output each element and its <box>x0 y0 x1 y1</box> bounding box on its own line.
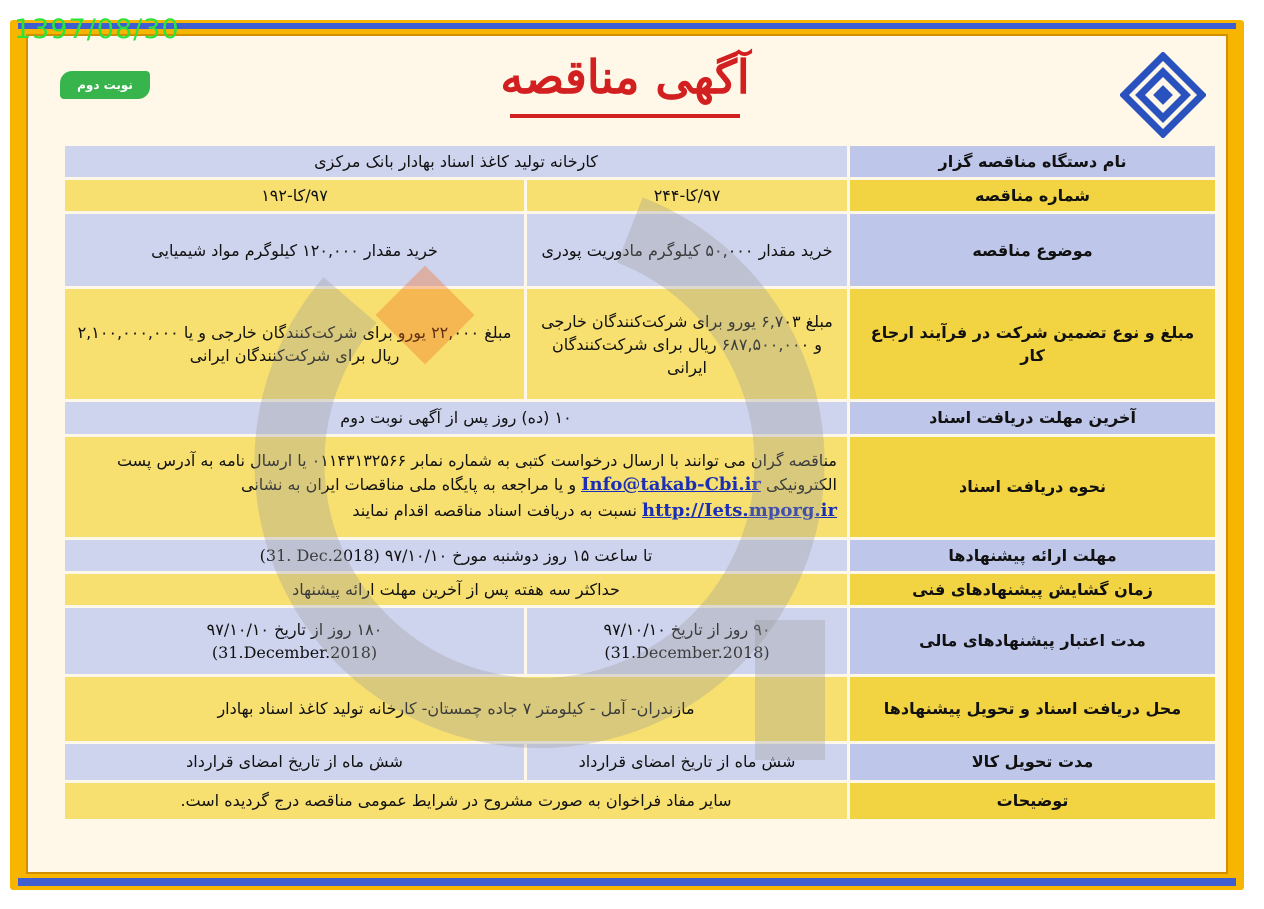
table-row <box>65 608 1215 674</box>
central-bank-logo-icon <box>1120 52 1206 138</box>
financial-validity-2 <box>65 608 524 674</box>
row-label: آخرین مهلت دریافت اسناد <box>850 402 1215 433</box>
email-link[interactable]: Info@takab-Cbi.ir <box>581 474 761 496</box>
table-row <box>65 540 1215 571</box>
document-delivery-location: مازندران- آمل - کیلومتر ۷ جاده چمستان- کارخانه تولید کاغذ اسناد بهادار <box>65 677 847 741</box>
table-row <box>65 402 1215 433</box>
table-row <box>65 146 1215 177</box>
row-label: موضوع مناقصه <box>850 214 1215 286</box>
delivery-period-1: شش ماه از تاریخ امضای قرارداد <box>527 744 847 780</box>
table-row <box>65 574 1215 605</box>
notes-value: سایر مفاد فراخوان به صورت مشروح در شرایط عمومی مناقصه درج گردیده است. <box>65 783 847 819</box>
financial-validity-1-text: ۹۰ روز از تاریخ ۹۷/۱۰/۱۰ <box>603 619 771 639</box>
ad-title: آگهی مناقصه <box>500 50 750 104</box>
receipt-text-part2: و یا مراجعه به پایگاه ملی مناقصات ایران به نشانی <box>241 475 577 495</box>
organizer-value: کارخانه تولید کاغذ اسناد بهادار بانک مرکزی <box>65 146 847 177</box>
proposal-deadline-text: تا ساعت ۱۵ روز دوشنبه مورخ ۹۷/۱۰/۱۰ <box>384 545 653 565</box>
frame-top-stripe <box>18 23 1236 29</box>
table-row <box>65 744 1215 780</box>
proposal-deadline-latin: (31. Dec.2018) <box>259 545 380 565</box>
tender-number-2: ۹۷/کا-۱۹۲ <box>65 180 524 211</box>
date-stamp: 1397/08/30 <box>14 14 180 45</box>
receipt-text-part3: نسبت به دریافت اسناد مناقصه اقدام نمایند <box>352 501 637 521</box>
row-label: مدت تحویل کالا <box>850 744 1215 780</box>
table-row <box>65 783 1215 819</box>
row-label: مبلغ و نوع تضمین شرکت در فرآیند ارجاع کار <box>850 289 1215 399</box>
financial-validity-1-latin: (31.December.2018) <box>604 642 770 662</box>
table-row <box>65 289 1215 399</box>
frame-bottom-stripe <box>18 878 1236 886</box>
title-underline <box>510 114 740 118</box>
table-row <box>65 214 1215 286</box>
table-row <box>65 437 1215 537</box>
tender-subject-2: خرید مقدار ۱۲۰,۰۰۰ کیلوگرم مواد شیمیایی <box>65 214 524 286</box>
tender-table <box>62 143 1218 822</box>
row-label: زمان گشایش پیشنهادهای فنی <box>850 574 1215 605</box>
tender-subject-1: خرید مقدار ۵۰,۰۰۰ کیلوگرم مادوریت پودری <box>527 214 847 286</box>
proposal-deadline <box>65 540 847 571</box>
financial-validity-1 <box>527 608 847 674</box>
financial-validity-2-latin: (31.December.2018) <box>211 642 378 662</box>
row-label: مدت اعتبار پیشنهادهای مالی <box>850 608 1215 674</box>
row-label: نام دستگاه مناقصه گزار <box>850 146 1215 177</box>
row-label: شماره مناقصه <box>850 180 1215 211</box>
row-label: مهلت ارائه پیشنهادها <box>850 540 1215 571</box>
website-link[interactable]: http://Iets.mporg.ir <box>642 500 837 522</box>
financial-validity-2-text: ۱۸۰ روز از تاریخ ۹۷/۱۰/۱۰ <box>206 619 383 639</box>
guarantee-2: مبلغ ۲۲,۰۰۰ یورو برای شرکت‌کنندگان خارجی و یا ۲,۱۰۰,۰۰۰,۰۰۰ ریال برای شرکت‌کنندگان ایرانی <box>65 289 524 399</box>
tender-number-1: ۹۷/کا-۲۴۴ <box>527 180 847 211</box>
table-row <box>65 180 1215 211</box>
table-row <box>65 677 1215 741</box>
document-receipt-method <box>65 437 847 537</box>
technical-opening-time: حداکثر سه هفته پس از آخرین مهلت ارائه پیشنهاد <box>65 574 847 605</box>
guarantee-1: مبلغ ۶,۷۰۳ یورو برای شرکت‌کنندگان خارجی و ۶۸۷,۵۰۰,۰۰۰ ریال برای شرکت‌کنندگان ایرانی <box>527 289 847 399</box>
document-deadline: ۱۰ (ده) روز پس از آگهی نوبت دوم <box>65 402 847 433</box>
row-label: نحوه دریافت اسناد <box>850 437 1215 537</box>
row-label: محل دریافت اسناد و تحویل پیشنهادها <box>850 677 1215 741</box>
delivery-period-2: شش ماه از تاریخ امضای قرارداد <box>65 744 524 780</box>
receipt-text-part1: مناقصه گران می توانند با ارسال درخواست کتبی به شماره نمابر ۰۱۱۴۳۱۳۲۵۶۶ یا ارسال نامه به آدرس پست الکترونیکی <box>116 450 837 495</box>
second-round-badge: نوبت دوم <box>60 71 150 99</box>
row-label: توضیحات <box>850 783 1215 819</box>
